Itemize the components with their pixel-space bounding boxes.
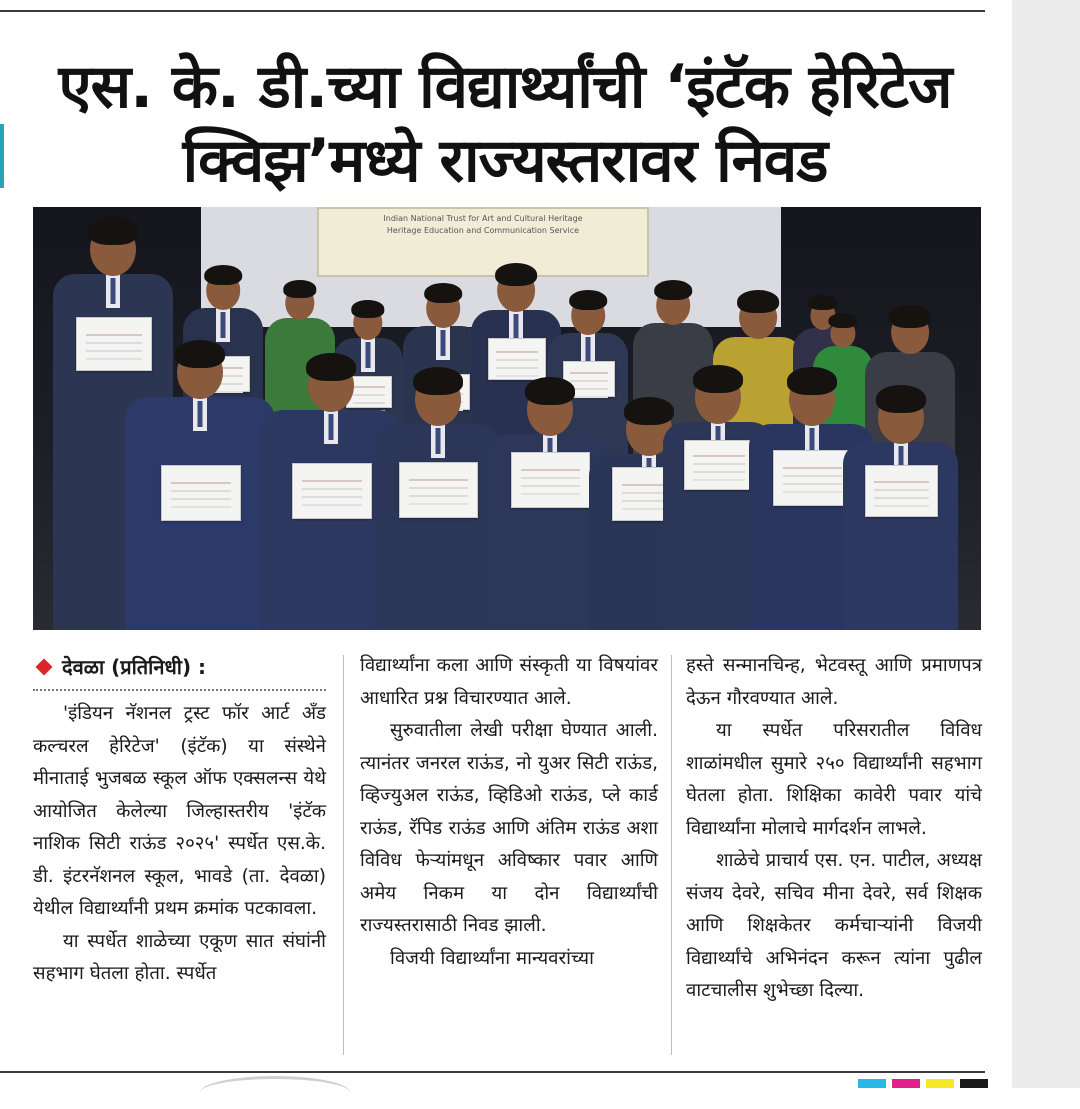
hair [525, 377, 575, 405]
paragraph: सुरुवातीला लेखी परीक्षा घेण्यात आली. त्यानंतर जनरल राऊंड, नो युअर सिटी राऊंड, व्हिज्युअल राऊंड, व्हिडिओ राऊंड, प्ले कार्ड राऊंड, रॅपिड राऊंड आणि अंतिम राऊंड अशा विविध फेऱ्यांमधून अविष्कार पवार आणि अमेय निकम या दोन विद्यार्थ्यांची राज्यस्तरासाठी निवड झाली. [360, 720, 658, 936]
tie [435, 428, 440, 454]
print-color-mark [926, 1079, 954, 1088]
headline-line-1: एस. के. डी.च्या विद्यार्थ्यांची ‘इंटॅक हेरिटेज [58, 52, 952, 122]
paragraph: हस्ते सन्मानचिन्ह, भेटवस्तू आणि प्रमाणपत्र देऊन गौरवण्यात आले. [686, 655, 982, 709]
dateline [33, 650, 326, 684]
print-color-mark [858, 1079, 886, 1088]
article-column-3 [686, 650, 982, 1008]
print-color-mark [960, 1079, 988, 1088]
hair [175, 340, 225, 368]
person-figure [125, 342, 275, 630]
tie [329, 414, 334, 440]
article-column-2 [360, 650, 658, 975]
certificate [399, 462, 479, 518]
hair [828, 313, 857, 328]
banner-line-2: Heritage Education and Communication Service [386, 226, 580, 235]
hair [889, 305, 931, 328]
hair [569, 290, 607, 310]
paragraph: विद्यार्थ्यांना कला आणि संस्कृती या विषयांवर आधारित प्रश्न विचारण्यात आले. [360, 655, 658, 709]
paragraph: या स्पर्धेत परिसरातील विविध शाळांमधील सुमारे २५० विद्यार्थ्यांनी सहभाग घेतला होता. शिक्षिका कावेरी पवार यांचे विद्यार्थ्यांना मोलाचे मार्गदर्शन लाभले. [686, 720, 982, 839]
tie [221, 312, 226, 338]
column-divider [671, 655, 672, 1055]
top-rule [0, 10, 985, 12]
certificate [161, 465, 241, 522]
certificate [511, 452, 591, 508]
banner-line-1: Indian National Trust for Art and Cultural Heritage [383, 214, 583, 223]
hair [424, 283, 462, 303]
bottom-rule [0, 1071, 985, 1073]
tie [514, 314, 519, 340]
paragraph: विजयी विद्यार्थ्यांना मान्यवरांच्या [390, 947, 594, 969]
tie [441, 330, 446, 356]
hair [693, 365, 743, 393]
hair [876, 385, 926, 413]
hair [306, 353, 356, 381]
article-column-1 [33, 650, 326, 991]
hair [808, 295, 837, 310]
diamond-bullet-icon [36, 659, 53, 676]
hair [204, 265, 242, 285]
certificate [773, 450, 853, 506]
person-figure [843, 387, 958, 630]
paragraph: शाळेचे प्राचार्य एस. एन. पाटील, अध्यक्ष संजय देवरे, सचिव मीना देवरे, सर्व शिक्षक आणि शिक्षकेतर कर्मचाऱ्यांनी विजयी विद्यार्थ्यांचे अभिनंदन करून त्यांना पुढील वाटचालीस शुभेच्छा दिल्या. [686, 850, 982, 1001]
hair [495, 263, 537, 286]
page-margin-strip [1012, 0, 1080, 1088]
tie [586, 337, 591, 363]
headline-line-2: क्विझ’मध्ये राज्यस्तरावर निवड [182, 126, 828, 196]
hair [654, 280, 692, 300]
hair [88, 217, 138, 245]
article-headline [30, 50, 980, 198]
hair [737, 290, 779, 313]
print-color-mark [892, 1079, 920, 1088]
hair [413, 367, 463, 395]
tie [111, 278, 116, 304]
hair [283, 280, 316, 298]
paragraph: या स्पर्धेत शाळेच्या एकूण सात संघांनी सहभाग घेतला होता. स्पर्धेत [33, 930, 326, 984]
next-article-edge [200, 1076, 350, 1109]
group-photo [33, 207, 981, 630]
certificate [292, 463, 372, 520]
tie [198, 401, 203, 427]
hair [351, 300, 384, 318]
hair [787, 367, 837, 395]
column-divider [343, 655, 344, 1055]
certificate [865, 465, 938, 517]
edge-print-mark [0, 124, 4, 188]
person-figure [375, 369, 500, 630]
dotted-divider [33, 689, 326, 691]
dateline-text: देवळा (प्रतिनिधी) : [62, 654, 207, 679]
certificate [684, 440, 754, 490]
paragraph: 'इंडियन नॅशनल ट्रस्ट फॉर आर्ट अँड कल्चरल हेरिटेज' (इंटॅक) या संस्थेने मीनाताई भुजबळ स्कूल ऑफ एक्सलन्स येथे आयोजित केलेल्या जिल्हास्तरीय 'इंटॅक नाशिक सिटी राऊंड २०२५' स्पर्धेत एस.के. डी. इंटरनॅशनल स्कूल, भावडे (ता. देवळा) येथील विद्यार्थ्यांनी प्रथम क्रमांक पटकावला. [33, 703, 326, 919]
